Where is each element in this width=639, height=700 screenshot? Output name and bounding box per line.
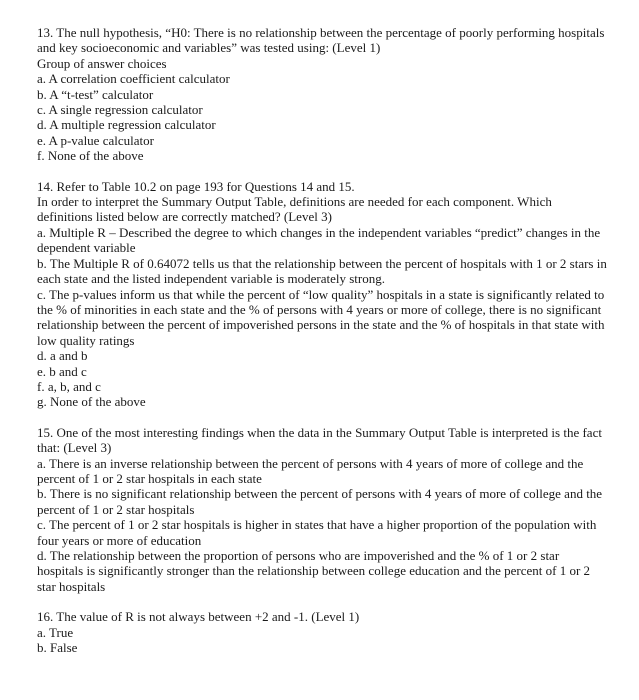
question-15 <box>37 425 607 594</box>
question-16 <box>37 609 607 655</box>
answer-option-15c: c. The percent of 1 or 2 star hospitals is higher in states that have a higher proportion of the population with four years or more of education <box>37 517 597 548</box>
answer-option-13d: d. A multiple regression calculator <box>37 117 216 133</box>
question-14-stem: 14. Refer to Table 10.2 on page 193 for Questions 14 and 15. <box>37 178 355 194</box>
answer-option-14e: e. b and c <box>37 363 87 379</box>
answer-option-14g: g. None of the above <box>37 394 146 410</box>
answer-option-13b: b. A “t-test” calculator <box>37 86 154 102</box>
answer-option-14a: a. Multiple R – Described the degree to which changes in the independent variables “predict” changes in the dependent variable <box>37 224 601 256</box>
question-13-stem: 13. The null hypothesis, “H0: There is no relationship between the percentage of poorly performing hospitals and key socioeconomic and variables” was tested using: (Level 1) <box>37 25 605 56</box>
answer-option-16b: b. False <box>37 640 78 656</box>
answer-option-13e: e. A p-value calculator <box>37 132 154 148</box>
answer-option-14c: c. The p-values inform us that while the percent of “low quality” hospitals in a state is significantly related to the % of minorities in each state and the % of persons with 4 years or more of college, there is no significant relationship between the percent of impoverished persons in the state and the % of hospitals in that state with low quality ratings <box>37 286 605 348</box>
answer-option-13c: c. A single regression calculator <box>37 102 203 118</box>
answer-option-14b: b. The Multiple R of 0.64072 tells us that the relationship between the percent of hospitals with 1 or 2 stars in each state and the listed independent variable is moderately strong. <box>37 255 607 287</box>
quiz-document <box>37 25 607 655</box>
question-16-stem: 16. The value of R is not always between +2 and -1. (Level 1) <box>37 609 360 625</box>
question-15-stem: 15. One of the most interesting findings when the data in the Summary Output Table is interpreted is the fact that: (Level 3) <box>37 424 602 456</box>
answer-option-15d: d. The relationship between the proportion of persons who are impoverished and the % of 1 or 2 star hospitals is significantly stronger than the relationship between college education and the percent of 1 or 2 star hospitals <box>37 548 591 594</box>
answer-option-15a: a. There is an inverse relationship between the percent of persons with 4 years of more of college and the percent of 1 or 2 star hospitals in each state <box>37 455 584 486</box>
answer-option-14d: d. a and b <box>37 348 88 364</box>
question-13 <box>37 25 607 164</box>
question-14-subheading: In order to interpret the Summary Output Table, definitions are needed for each component. Which definitions listed below are correctly matched? (Level 3) <box>37 194 552 225</box>
answer-option-14f: f. a, b, and c <box>37 378 101 394</box>
answer-option-16a: a. True <box>37 624 74 640</box>
question-14 <box>37 179 607 410</box>
question-13-subheading: Group of answer choices <box>37 55 167 71</box>
answer-option-13f: f. None of the above <box>37 148 144 164</box>
answer-option-15b: b. There is no significant relationship between the percent of persons with 4 years of more of college and the percent of 1 or 2 star hospitals <box>37 486 603 517</box>
answer-option-13a: a. A correlation coefficient calculator <box>37 71 230 87</box>
